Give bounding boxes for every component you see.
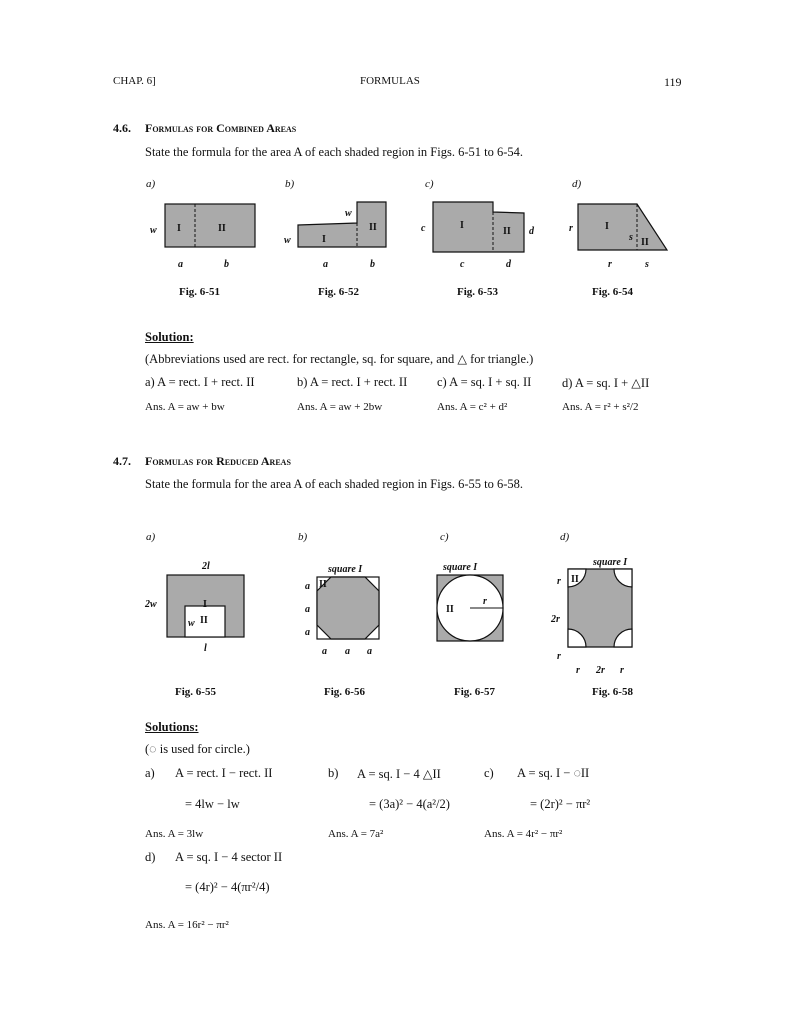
svg-text:d: d: [529, 226, 534, 237]
svg-text:II: II: [641, 237, 649, 248]
svg-text:a: a: [305, 581, 310, 592]
page-number: 119: [664, 75, 682, 89]
svg-text:w: w: [150, 225, 157, 236]
svg-text:s: s: [629, 232, 633, 243]
figure-6-51: [150, 204, 255, 270]
answer: Ans. A = 3lw: [145, 828, 204, 840]
svg-text:I: I: [322, 234, 326, 245]
answer: Ans. A = r² + s²/2: [562, 401, 639, 413]
equation-line: = (4r)² − 4(πr²/4): [185, 880, 270, 894]
svg-text:r: r: [569, 223, 573, 234]
section-prompt: State the formula for the area A of each shaded region in Figs. 6-55 to 6-58.: [145, 477, 524, 491]
answer: Ans. A = aw + 2bw: [297, 401, 383, 413]
section-number: 4.6.: [113, 121, 131, 135]
svg-text:a: a: [305, 604, 310, 615]
figure-caption: Fig. 6-51: [179, 286, 220, 298]
svg-text:w: w: [345, 208, 352, 219]
answer: Ans. A = aw + bw: [145, 401, 225, 413]
svg-text:a: a: [367, 646, 372, 657]
equation-line: = 4lw − lw: [185, 797, 240, 811]
svg-text:r: r: [576, 665, 580, 676]
svg-text:a: a: [178, 259, 183, 270]
svg-text:2l: 2l: [202, 561, 210, 572]
solution-heading: Solution:: [145, 330, 194, 344]
svg-text:c: c: [460, 259, 465, 270]
fig-letter: c): [440, 531, 449, 543]
section-prompt: State the formula for the area A of each shaded region in Figs. 6-51 to 6-54.: [145, 145, 524, 159]
figure-caption: Fig. 6-52: [318, 286, 359, 298]
svg-text:r: r: [608, 259, 612, 270]
equation-line: A = sq. I − ◌II: [517, 766, 590, 780]
section-title: Formulas for Reduced Areas: [145, 454, 291, 468]
running-title: FORMULAS: [360, 75, 420, 87]
svg-text:a: a: [323, 259, 328, 270]
fig-letter: a): [146, 178, 156, 190]
part-label: b): [328, 766, 339, 780]
answer: Ans. A = 4r² − πr²: [484, 828, 563, 840]
svg-text:I: I: [460, 220, 464, 231]
figure-caption: Fig. 6-55: [175, 686, 216, 698]
figures-combined-areas: [140, 192, 680, 274]
fig-letter: b): [285, 178, 295, 190]
svg-text:II: II: [218, 223, 226, 234]
svg-text:II: II: [503, 226, 511, 237]
figure-caption: Fig. 6-57: [454, 686, 495, 698]
svg-text:I: I: [177, 223, 181, 234]
figure-6-57: [437, 562, 503, 641]
equation-line: = (2r)² − πr²: [530, 797, 591, 811]
svg-text:I: I: [203, 599, 207, 610]
svg-text:II: II: [369, 222, 377, 233]
svg-text:II: II: [446, 604, 454, 615]
solution-part: b) A = rect. I + rect. II: [297, 375, 408, 389]
svg-text:I: I: [605, 221, 609, 232]
svg-text:square I: square I: [328, 564, 363, 575]
figure-caption: Fig. 6-56: [324, 686, 365, 698]
svg-text:II: II: [571, 574, 579, 585]
equation-line: A = rect. I − rect. II: [175, 766, 273, 780]
fig-letter: a): [146, 531, 156, 543]
solution-part: d) A = sq. I + △II: [562, 376, 650, 390]
svg-text:a: a: [322, 646, 327, 657]
figure-6-52: [284, 202, 386, 270]
fig-letter: d): [572, 178, 582, 190]
answer: Ans. A = 7a²: [328, 828, 384, 840]
figure-6-55: [144, 561, 244, 654]
svg-text:II: II: [319, 579, 327, 590]
svg-text:II: II: [200, 615, 208, 626]
svg-text:b: b: [224, 259, 229, 270]
svg-text:2r: 2r: [596, 665, 605, 676]
part-label: a): [145, 766, 155, 780]
svg-text:square I: square I: [443, 562, 478, 573]
svg-text:a: a: [305, 627, 310, 638]
figure-6-54: [569, 204, 667, 270]
answer: Ans. A = 16r² − πr²: [145, 919, 229, 931]
figure-6-56: [305, 564, 379, 657]
figures-reduced-areas: [140, 555, 680, 680]
part-label: d): [145, 850, 156, 864]
fig-letter: c): [425, 178, 434, 190]
solution-part: a) A = rect. I + rect. II: [145, 375, 255, 389]
solution-part: c) A = sq. I + sq. II: [437, 375, 532, 389]
equation-line: A = sq. I − 4 sector II: [175, 850, 283, 864]
chapter-label: CHAP. 6]: [113, 75, 156, 87]
svg-text:a: a: [345, 646, 350, 657]
svg-text:b: b: [370, 259, 375, 270]
figure-6-53: [421, 202, 535, 270]
svg-text:2r: 2r: [551, 614, 560, 625]
circle-note: (◌ is used for circle.): [145, 742, 250, 756]
abbreviation-note: (Abbreviations used are rect. for rectangle, sq. for square, and △ for triangle.): [145, 352, 534, 366]
equation-line: = (3a)² − 4(a²/2): [369, 797, 450, 811]
solutions-heading: Solutions:: [145, 720, 199, 734]
svg-text:r: r: [557, 576, 561, 587]
svg-text:w: w: [188, 618, 195, 629]
svg-text:l: l: [204, 643, 207, 654]
figure-6-58: [550, 557, 632, 676]
answer: Ans. A = c² + d²: [437, 401, 508, 413]
svg-text:w: w: [284, 235, 291, 246]
fig-letter: b): [298, 531, 308, 543]
figure-caption: Fig. 6-53: [457, 286, 498, 298]
svg-text:s: s: [645, 259, 649, 270]
figure-caption: Fig. 6-54: [592, 286, 633, 298]
section-number: 4.7.: [113, 454, 131, 468]
part-label: c): [484, 766, 494, 780]
fig-letter: d): [560, 531, 570, 543]
svg-text:r: r: [557, 651, 561, 662]
svg-text:d: d: [506, 259, 511, 270]
equation-line: A = sq. I − 4 △II: [357, 767, 441, 781]
section-title: Formulas for Combined Areas: [145, 121, 297, 135]
svg-text:r: r: [483, 596, 487, 607]
svg-text:square I: square I: [593, 557, 628, 568]
svg-text:r: r: [620, 665, 624, 676]
figure-caption: Fig. 6-58: [592, 686, 633, 698]
svg-text:c: c: [421, 223, 426, 234]
svg-text:2w: 2w: [145, 599, 157, 610]
